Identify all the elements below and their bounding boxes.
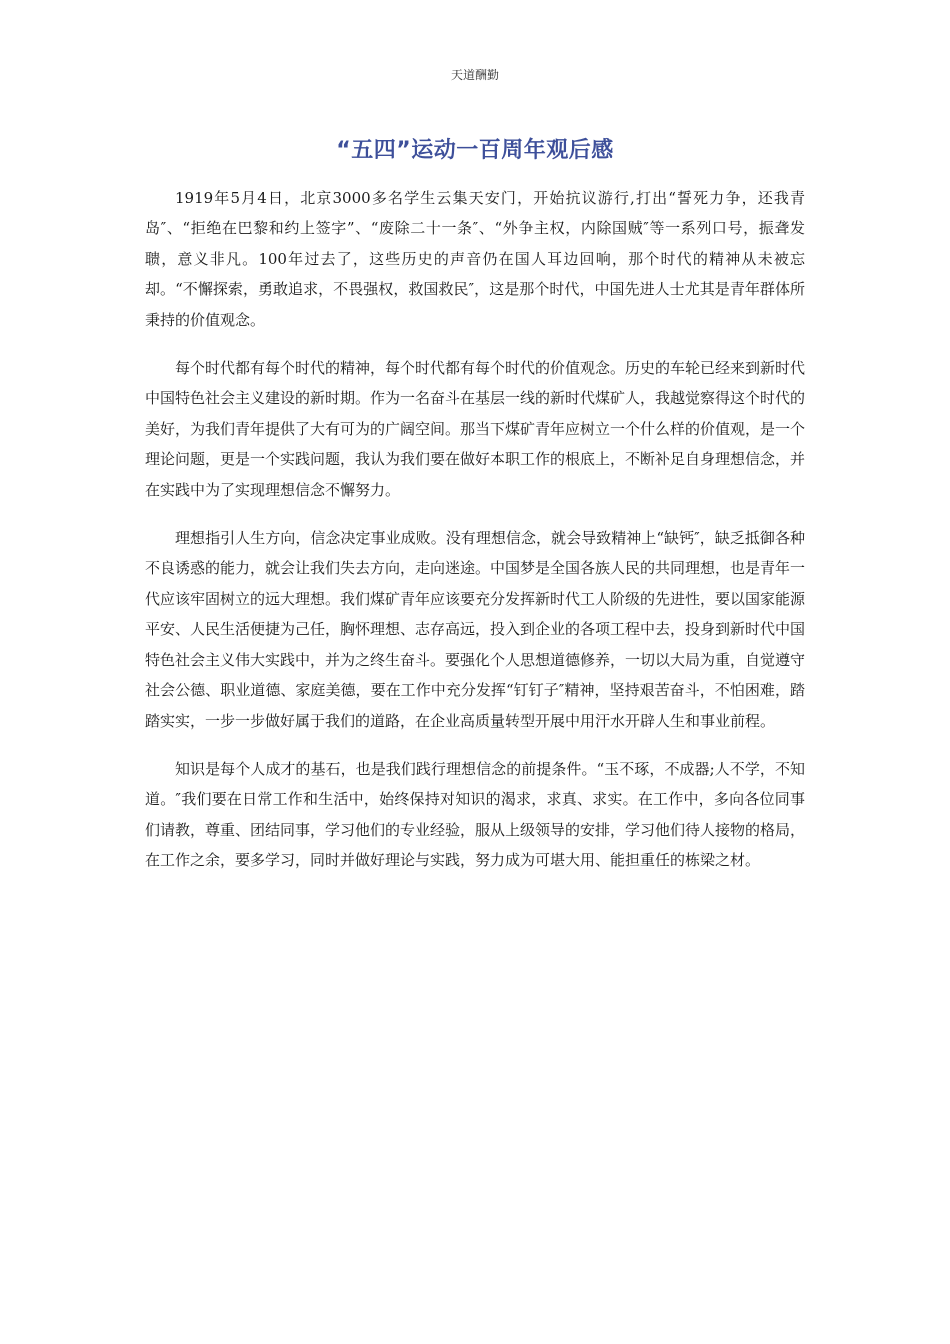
document-body	[145, 183, 805, 894]
page-header: 天道酬勤	[450, 68, 499, 82]
document-title: “五四”运动一百周年观后感	[336, 138, 614, 163]
paragraph-3: 理想指引人生方向，信念决定事业成败。没有理想信念，就会导致精神上“缺钙″，缺乏抵御各种不良诱惑的能力，就会让我们失去方向，走向迷途。中国梦是全国各族人民的共同理想，也是青年一代应该牢固树立的远大理想。我们煤矿青年应该要充分发挥新时代工人阶级的先进性，要以国家能源平安、人民生活便捷为己任，胸怀理想、志存高远，投入到企业的各项工程中去，投身到新时代中国特色社会主义伟大实践中，并为之终生奋斗。要强化个人思想道德修养，一切以大局为重，自觉遵守社会公德、职业道德、家庭美德，要在工作中充分发挥“钉钉子″精神，坚持艰苦奋斗，不怕困难，踏踏实实，一步一步做好属于我们的道路，在企业高质量转型开展中用汗水开辟人生和事业前程。	[145, 529, 806, 730]
paragraph-1: 1919年5月4日，北京3000多名学生云集天安门，开始抗议游行,打出“誓死力争，还我青岛″、“拒绝在巴黎和约上签字”、“废除二十一条″、“外争主权，内除国贼″等一系列口号，振聋发聩，意义非凡。100年过去了，这些历史的声音仍在国人耳边回响，那个时代的精神从未被忘却。“不懈探索，勇敢追求，不畏强权，救国救民″，这是那个时代，中国先进人士尤其是青年群体所秉持的价值观念。	[145, 189, 805, 329]
paragraph-2: 每个时代都有每个时代的精神，每个时代都有每个时代的价值观念。历史的车轮已经来到新时代中国特色社会主义建设的新时期。作为一名奋斗在基层一线的新时代煤矿人，我越觉察得这个时代的美好，为我们青年提供了大有可为的广阔空间。那当下煤矿青年应树立一个什么样的价值观，是一个理论问题，更是一个实践问题，我认为我们要在做好本职工作的根底上，不断补足自身理想信念，并在实践中为了实现理想信念不懈努力。	[145, 359, 806, 499]
paragraph-4: 知识是每个人成才的基石，也是我们践行理想信念的前提条件。“玉不琢，不成器;人不学，不知道。″我们要在日常工作和生活中，始终保持对知识的渴求，求真、求实。在工作中，多向各位同事们请教，尊重、团结同事，学习他们的专业经验，服从上级领导的安排，学习他们待人接物的格局，在工作之余，要多学习，同时并做好理论与实践，努力成为可堪大用、能担重任的栋梁之材。	[145, 759, 806, 870]
